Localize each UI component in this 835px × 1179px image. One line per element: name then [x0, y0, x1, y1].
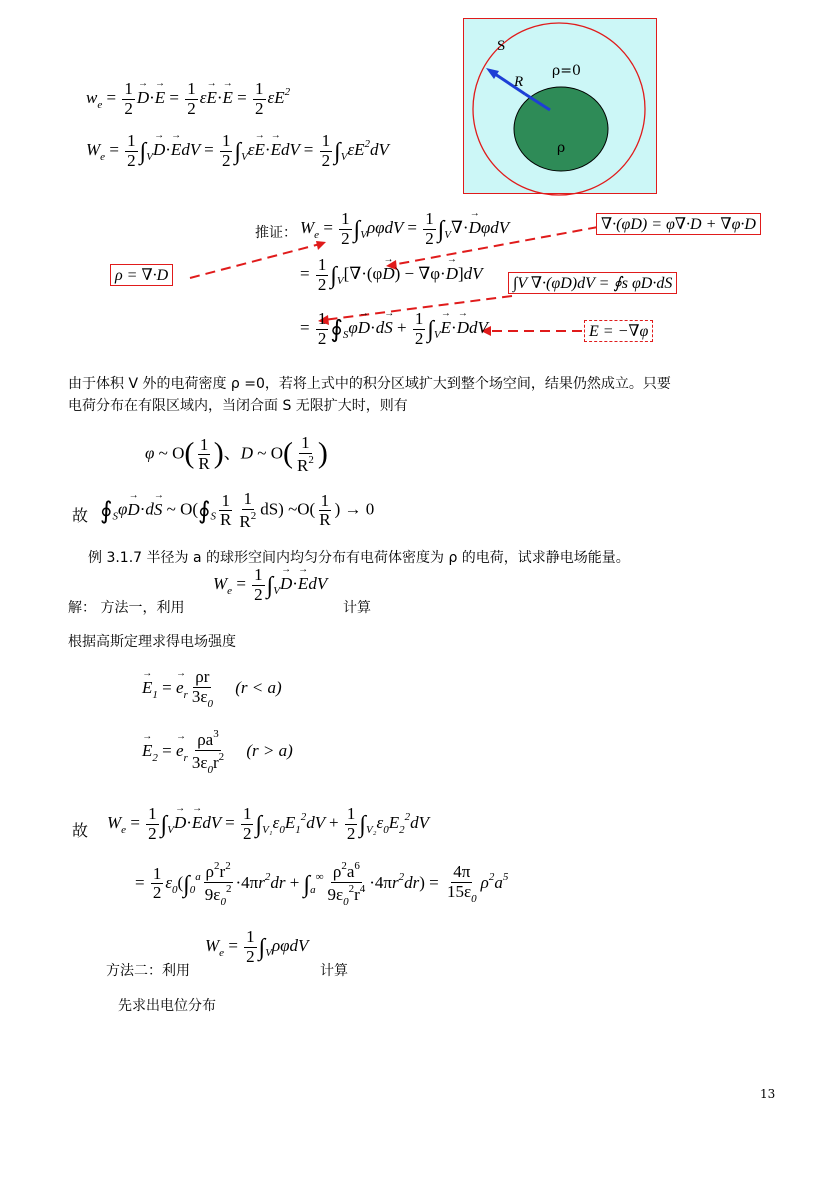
charged-sphere — [514, 87, 608, 171]
field-inside-equation: → $E_1$ = → $e_r$ $\frac{\rho r}{3\varepsilon_0}$ (r < a) — [142, 668, 282, 710]
surface-integral-limit: $∮_S\varphi\to D\cdot d\to S$ ~ $O(∮_S$ $\frac{1}{R}$ $\frac{1}{R^2}$ dS) ~O( $\frac{1}{R}$ ) → 0 — [100, 490, 374, 531]
potential-statement: 先求出电位分布 — [118, 998, 216, 1014]
energy-integral-line-1: $W_e$ = $\frac{1}{2}$ $\int_V\to D\cdot\to$ EdV = $\frac{1}{2}$ $\int_{V_1}\varepsilon_0E_1^2dV$ + $\frac{1}{2}$ $\int_{V_2}\varepsilon_0E_2^2dV$ — [107, 805, 429, 843]
energy-total-equation: $W_e$ = $\frac{1}{2}$ $\int_V\to D\cdot\to$ EdV = $\frac{1}{2}$ $\int_V\varepsilon\to E\cdot\to$ EdV = $\frac{1}{2}$ $\int_V\varepsilon E^2dV$ — [86, 132, 389, 170]
page-number: 13 — [760, 1087, 776, 1101]
method-two-suffix: 计算 — [320, 963, 348, 979]
energy-density-equation: $w_e$ = $\frac{1}{2}$ → D·→ E = $\frac{1}{2}$ ε→ E·→ E = $\frac{1}{2}$ $\varepsilon E^2$ — [86, 80, 290, 118]
gauss-statement: 根据高斯定理求得电场强度 — [68, 634, 236, 650]
rho-zero-label: ρ=0 — [552, 63, 581, 79]
field-gradient-box: E = −∇φ — [584, 320, 653, 342]
paragraph-line-2: 电荷分布在有限区域内，当闭合面 S 无限扩大时，则有 — [68, 398, 408, 414]
derivation-line-3: = $\frac{1}{2}$ $∮_S\varphi\to D\cdot d\to S$ + $\frac{1}{2}$ $\int_V\to E\cdot\to$ DdV — [300, 310, 488, 348]
derivation-label: 推证： — [255, 225, 297, 241]
radius-label: R — [514, 74, 524, 90]
therefore-label-2: 故 — [72, 821, 89, 840]
divergence-box: ρ = ∇·D — [110, 264, 173, 286]
radius-arrowhead — [486, 68, 499, 79]
example-statement: 例 3.1.7 半径为 a 的球形空间内均匀分布有电荷体密度为 ρ 的电荷，试求静电场能量。 — [88, 550, 630, 566]
field-outside-equation: → $E_2$ = → $e_r$ $\frac{\rho a^3}{3\varepsilon_0r^2}$ (r > a) — [142, 728, 293, 776]
method-one-formula: $W_e$ = $\frac{1}{2}$ $\int_V\to D\cdot\to$ EdV — [213, 566, 327, 604]
derivation-line-1: $W_e$ = $\frac{1}{2}$ $\int_V\rho\varphi dV$ = $\frac{1}{2}$ $\int_V\nabla\cdot\to D\varphi dV$ — [300, 210, 509, 248]
divergence-theorem-box: ∫V ∇·(φD)dV = ∮s φD·dS — [508, 272, 677, 294]
therefore-label-1: 故 — [72, 506, 89, 525]
method-one-prefix: 解： 方法一，利用 — [68, 600, 185, 616]
rho-label: ρ — [557, 140, 566, 156]
energy-integral-line-2: = $\frac{1}{2}$ $\varepsilon_0(\int_0^a$ $\frac{\rho^2r^2}{9\varepsilon_0^2}$ $\cdot 4\pi r^2dr + \int_a^\infty$ $\frac{\rho^2a^6}{9\varepsilon_0^2r^4}$ $\cdot 4\pi r^2dr$) = $\frac{4\pi}{15\varepsilon_0}$ $\rho^2a^5$ — [135, 860, 509, 908]
surface-label: S — [497, 38, 506, 54]
derivation-line-2: = $\frac{1}{2}$ $\int_V[\nabla\cdot(\varphi\to D) - \nabla\varphi\cdot\to D]dV$ — [300, 256, 483, 294]
method-one-suffix: 计算 — [343, 600, 371, 616]
identity-box: ∇·(φD) = φ∇·D + ∇φ·D — [596, 213, 761, 235]
method-two-formula: $W_e$ = $\frac{1}{2}$ $\int_V\rho\varphi dV$ — [205, 927, 309, 966]
paragraph-line-1: 由于体积 V 外的电荷密度 ρ =0，若将上式中的积分区域扩大到整个场空间，结果仍然成立。只要 — [68, 376, 671, 392]
order-relation: φ ~ O( $\frac{1}{R}$ )、D ~ O( $\frac{1}{R^2}$ ) — [145, 433, 328, 475]
method-two-prefix: 方法二：利用 — [106, 963, 190, 979]
